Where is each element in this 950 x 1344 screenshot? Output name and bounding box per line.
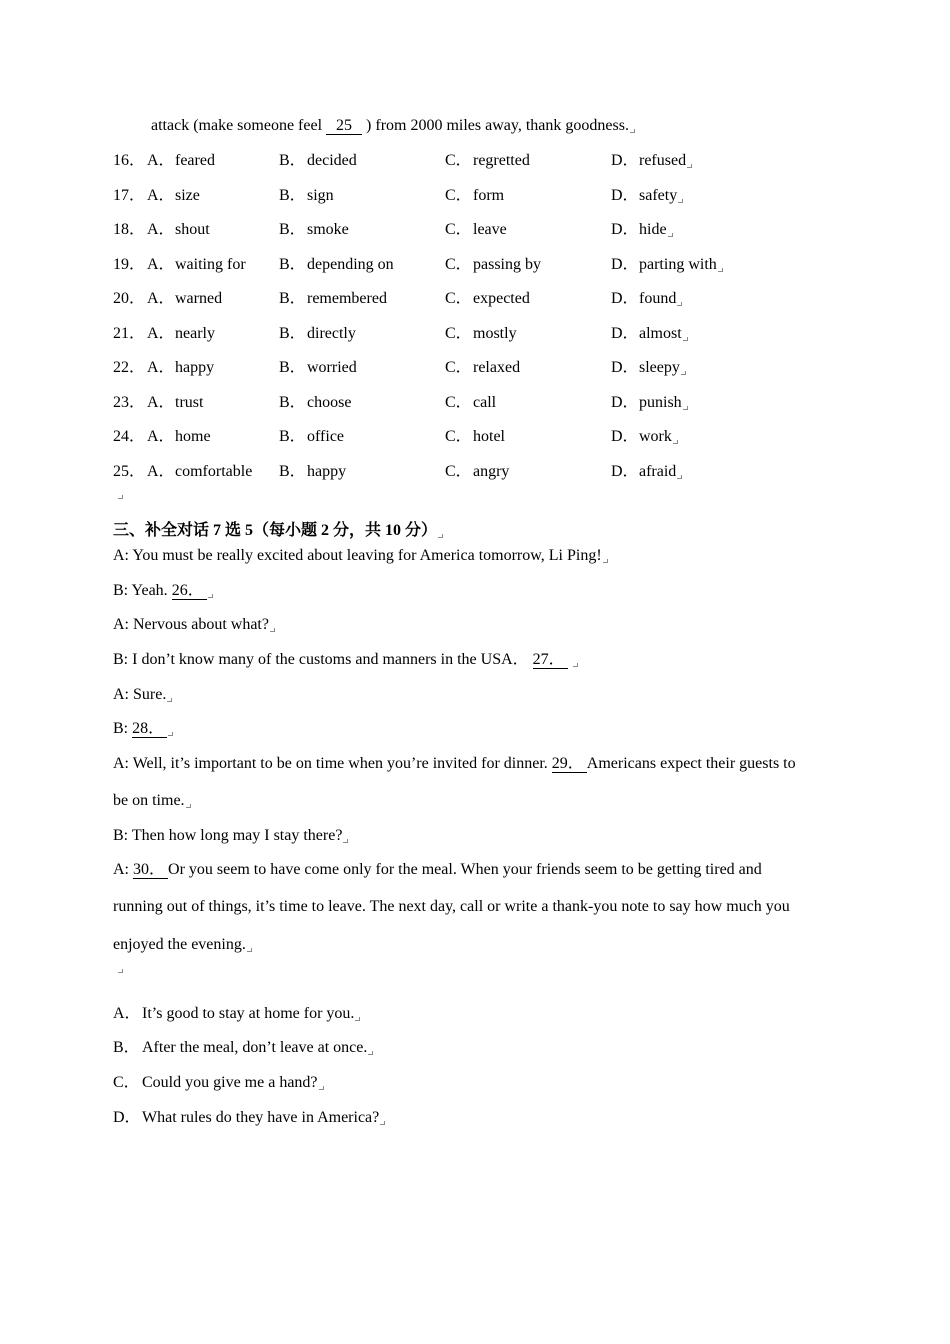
choice-text: Could you give me a hand? (142, 1074, 318, 1091)
option-label-a: A． (147, 428, 175, 445)
passage-text-after: ) from 2000 miles away, thank goodness. (362, 117, 629, 134)
question-number: 23． (113, 394, 146, 411)
blank-29: 29． (552, 756, 587, 773)
option-d-text: parting with (639, 256, 717, 273)
option-label-b: B． (279, 256, 306, 273)
option-d (639, 427, 678, 447)
dialogue-text: A: Nervous about what? (113, 616, 269, 633)
question-row (0, 462, 950, 482)
paragraph-mark-icon (673, 440, 678, 444)
question-row (0, 220, 950, 240)
option-label-b: B． (279, 359, 306, 376)
dialogue-line (113, 791, 191, 811)
dialogue-line (113, 897, 790, 917)
option-label-c: C． (445, 394, 472, 411)
option-label-a: A． (147, 187, 175, 204)
choice-text-wrap (142, 1073, 324, 1093)
paragraph-mark-icon (687, 164, 692, 168)
dialogue-line (113, 685, 172, 705)
option-c-text: call (473, 394, 497, 411)
question-number: 18． (113, 221, 146, 238)
option-d (639, 324, 688, 344)
option-a-text: nearly (175, 325, 215, 342)
option-label-d: D． (611, 152, 639, 169)
option-a-text: comfortable (175, 463, 253, 480)
option-d (639, 186, 683, 206)
question-number: 19． (113, 256, 146, 273)
option-d (639, 358, 686, 378)
option-d (639, 255, 723, 275)
answer-choice (0, 1073, 950, 1093)
paragraph-mark-icon (718, 268, 723, 272)
question-row (0, 255, 950, 275)
option-d-text: punish (639, 394, 682, 411)
question-number: 20． (113, 290, 146, 307)
option-b-text: depending on (307, 256, 394, 273)
paragraph-mark-icon (168, 732, 173, 736)
paragraph-mark-icon (683, 337, 688, 341)
paragraph-mark-icon (186, 804, 191, 808)
option-label-d: D． (611, 290, 639, 307)
option-a-text: size (175, 187, 200, 204)
option-label-a: A． (147, 221, 175, 238)
dialogue-text: be on time. (113, 792, 185, 809)
dialogue-line (113, 754, 796, 774)
option-d (639, 151, 692, 171)
option-d-text: almost (639, 325, 682, 342)
option-b-text: sign (307, 187, 334, 204)
dialogue-line (113, 935, 252, 955)
option-c-text: relaxed (473, 359, 521, 376)
paragraph-mark-icon (681, 371, 686, 375)
option-a-text: trust (175, 394, 204, 411)
paragraph-mark-icon (573, 663, 578, 667)
empty-paragraph (117, 482, 123, 502)
dialogue-text: A: Well, it’s important to be on time when you’re invited for dinner. (113, 755, 552, 772)
option-d (639, 220, 673, 240)
question-number: 22． (113, 359, 146, 376)
paragraph-mark-icon (118, 969, 123, 973)
option-label-a: A． (147, 256, 175, 273)
option-d-text: found (639, 290, 677, 307)
option-label-c: C． (445, 256, 472, 273)
dialogue-line (113, 650, 578, 670)
option-a-text: home (175, 428, 211, 445)
option-label-a: A． (147, 152, 175, 169)
paragraph-mark-icon (380, 1121, 385, 1125)
paragraph-mark-icon (208, 594, 213, 598)
option-label-b: B． (279, 325, 306, 342)
choice-letter: D． (113, 1109, 141, 1126)
option-label-a: A． (147, 359, 175, 376)
option-a-text: feared (175, 152, 215, 169)
option-a-text: shout (175, 221, 210, 238)
paragraph-mark-icon (677, 302, 682, 306)
option-label-b: B． (279, 290, 306, 307)
option-label-a: A． (147, 463, 175, 480)
option-label-b: B． (279, 463, 306, 480)
option-b-text: choose (307, 394, 352, 411)
option-d-text: sleepy (639, 359, 680, 376)
dialogue-line (113, 826, 348, 846)
option-label-b: B． (279, 187, 306, 204)
choice-letter: B． (113, 1039, 140, 1056)
section-heading (113, 521, 443, 541)
option-label-d: D． (611, 187, 639, 204)
option-label-d: D． (611, 394, 639, 411)
dialogue-text: A: Sure. (113, 686, 167, 703)
option-label-a: A． (147, 290, 175, 307)
question-number: 17． (113, 187, 146, 204)
option-b-text: smoke (307, 221, 349, 238)
dialogue-text: B: I don’t know many of the customs and manners in the USA． (113, 651, 533, 668)
question-row (0, 393, 950, 413)
blank-25: 25 (326, 118, 362, 135)
option-b-text: happy (307, 463, 347, 480)
dialogue-text: B: (113, 720, 133, 737)
choice-letter: A． (113, 1005, 141, 1022)
option-label-b: B． (279, 152, 306, 169)
section-heading-text: 三、补全对话 7 选 5（每小题 2 分，共 10 分） (113, 522, 438, 539)
option-a-text: waiting for (175, 256, 246, 273)
option-a-text: warned (175, 290, 223, 307)
option-b-text: directly (307, 325, 356, 342)
option-label-d: D． (611, 221, 639, 238)
option-d-text: hide (639, 221, 667, 238)
option-label-c: C． (445, 428, 472, 445)
choice-text-wrap (142, 1108, 385, 1128)
question-row (0, 186, 950, 206)
option-label-d: D． (611, 256, 639, 273)
option-c-text: angry (473, 463, 510, 480)
option-label-c: C． (445, 221, 472, 238)
option-a-text: happy (175, 359, 215, 376)
option-label-b: B． (279, 394, 306, 411)
paragraph-mark-icon (683, 406, 688, 410)
option-label-d: D． (611, 463, 639, 480)
dialogue-line (113, 546, 608, 566)
option-d-text: work (639, 428, 672, 445)
paragraph-mark-icon (247, 948, 252, 952)
option-c-text: regretted (473, 152, 530, 169)
option-c-text: expected (473, 290, 530, 307)
paragraph-mark-icon (319, 1086, 324, 1090)
dialogue-line (113, 581, 213, 601)
paragraph-mark-icon (343, 839, 348, 843)
answer-choice (0, 1038, 950, 1058)
choice-text: What rules do they have in America? (142, 1109, 380, 1126)
choice-letter: C． (113, 1074, 140, 1091)
option-d (639, 462, 682, 482)
dialogue-line (113, 860, 762, 880)
option-label-b: B． (279, 428, 306, 445)
option-label-b: B． (279, 221, 306, 238)
question-row (0, 324, 950, 344)
blank-26: 26． (172, 583, 207, 600)
option-b-text: worried (307, 359, 357, 376)
empty-paragraph (117, 956, 123, 976)
option-d-text: safety (639, 187, 678, 204)
option-label-c: C． (445, 290, 472, 307)
dialogue-text: enjoyed the evening. (113, 936, 246, 953)
question-row (0, 427, 950, 447)
option-b-text: decided (307, 152, 357, 169)
option-label-d: D． (611, 359, 639, 376)
option-label-c: C． (445, 325, 472, 342)
option-label-c: C． (445, 152, 472, 169)
option-d-text: afraid (639, 463, 677, 480)
question-row (0, 289, 950, 309)
question-number: 21． (113, 325, 146, 342)
option-d-text: refused (639, 152, 687, 169)
choice-text: After the meal, don’t leave at once. (142, 1039, 368, 1056)
option-c-text: form (473, 187, 505, 204)
option-c-text: passing by (473, 256, 541, 273)
dialogue-line (113, 615, 275, 635)
paragraph-mark-icon (630, 129, 635, 133)
option-d (639, 393, 688, 413)
paragraph-mark-icon (668, 233, 673, 237)
paragraph-mark-icon (270, 628, 275, 632)
option-label-d: D． (611, 325, 639, 342)
option-c-text: hotel (473, 428, 505, 445)
paragraph-mark-icon (118, 495, 123, 499)
option-c-text: leave (473, 221, 507, 238)
dialogue-text: B: Then how long may I stay there? (113, 827, 343, 844)
option-d (639, 289, 682, 309)
paragraph-mark-icon (167, 698, 172, 702)
dialogue-text: A: (113, 861, 133, 878)
option-label-a: A． (147, 325, 175, 342)
dialogue-text-after: Americans expect their guests to (586, 755, 796, 772)
answer-choice (0, 1004, 950, 1024)
option-label-c: C． (445, 187, 472, 204)
blank-30: 30． (133, 862, 168, 879)
option-label-c: C． (445, 359, 472, 376)
question-row (0, 358, 950, 378)
dialogue-text: B: Yeah. (113, 582, 172, 599)
choice-text-wrap (142, 1038, 373, 1058)
option-b-text: office (307, 428, 345, 445)
paragraph-mark-icon (355, 1017, 360, 1021)
choice-text: It’s good to stay at home for you. (142, 1005, 355, 1022)
option-label-d: D． (611, 428, 639, 445)
paragraph-mark-icon (368, 1051, 373, 1055)
paragraph-mark-icon (603, 559, 608, 563)
option-b-text: remembered (307, 290, 387, 307)
dialogue-text: A: You must be really excited about leaving for America tomorrow, Li Ping! (113, 547, 602, 564)
paragraph-mark-icon (678, 199, 683, 203)
blank-27: 27． (533, 652, 568, 669)
question-number: 16． (113, 152, 146, 169)
dialogue-text: running out of things, it’s time to leave. The next day, call or write a thank-you note to say how much you (113, 898, 790, 915)
option-label-a: A． (147, 394, 175, 411)
answer-choice (0, 1108, 950, 1128)
question-number: 24． (113, 428, 146, 445)
passage-tail-line (151, 116, 635, 136)
dialogue-text-after: Or you seem to have come only for the meal. When your friends seem to be getting tired and (168, 861, 762, 878)
passage-text-before: attack (make someone feel (151, 117, 327, 134)
question-row (0, 151, 950, 171)
choice-text-wrap (142, 1004, 360, 1024)
paragraph-mark-icon (677, 475, 682, 479)
paragraph-mark-icon (438, 534, 443, 538)
dialogue-line (113, 719, 173, 739)
question-number: 25． (113, 463, 146, 480)
blank-28: 28． (132, 721, 167, 738)
option-c-text: mostly (473, 325, 517, 342)
option-label-c: C． (445, 463, 472, 480)
